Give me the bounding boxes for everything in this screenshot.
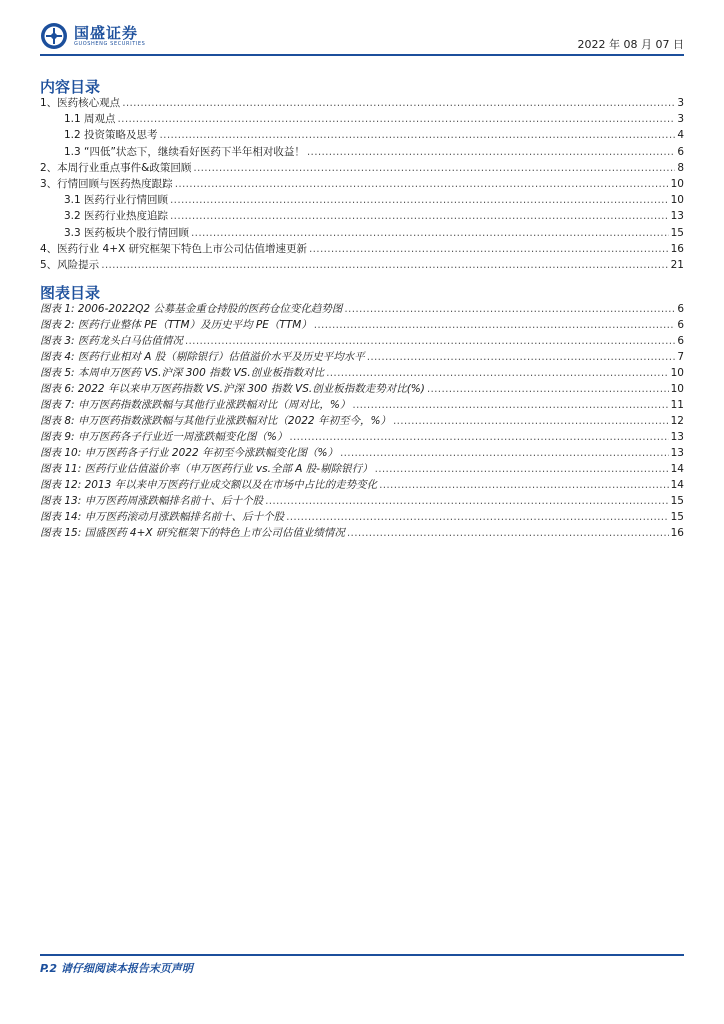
entry-page-number: 16 <box>670 527 684 539</box>
entry-page-number: 10 <box>670 177 684 190</box>
toc-title: 内容目录 <box>40 78 101 96</box>
figure-entry[interactable] <box>40 317 684 333</box>
dot-leader <box>118 111 676 127</box>
entry-page-number: 7 <box>677 351 684 363</box>
figure-entry[interactable] <box>40 333 684 349</box>
entry-label: 图表 6: 2022 年以来申万医药指数 VS.沪深 300 指数 VS.创业板指数走势对比(%) <box>40 383 425 395</box>
entry-page-number: 14 <box>670 479 684 491</box>
page-header <box>0 0 724 60</box>
figure-entry[interactable] <box>40 413 684 429</box>
dot-leader <box>191 225 669 241</box>
entry-label: 3.3 医药板块个股行情回顾 <box>64 226 190 239</box>
figure-entry[interactable] <box>40 493 684 509</box>
toc-entry[interactable] <box>40 225 684 241</box>
entry-label: 3、行情回顾与医药热度跟踪 <box>40 177 173 190</box>
entry-page-number: 14 <box>670 463 684 475</box>
dot-leader <box>289 429 668 445</box>
entry-label: 图表 11: 医药行业估值溢价率（申万医药行业 vs.全部 A 股-剔除银行） <box>40 463 373 475</box>
figure-entry[interactable] <box>40 525 684 541</box>
figure-entry[interactable] <box>40 381 684 397</box>
toc-entry[interactable] <box>40 160 684 176</box>
dot-leader <box>185 333 675 349</box>
entry-page-number: 4 <box>677 129 684 142</box>
entry-label: 3.1 医药行业行情回顾 <box>64 194 169 207</box>
toc-entry[interactable] <box>40 95 684 111</box>
dot-leader <box>379 477 668 493</box>
page-footer: P.2 请仔细阅读本报告末页声明 <box>40 962 193 975</box>
entry-page-number: 10 <box>670 383 684 395</box>
figures-title: 图表目录 <box>40 284 101 302</box>
entry-label: 1.1 周观点 <box>64 113 116 126</box>
entry-label: 图表 2: 医药行业整体 PE（TTM）及历史平均 PE（TTM） <box>40 319 312 331</box>
dot-leader <box>314 317 676 333</box>
logo-chinese-name: 国盛证券 <box>74 24 139 42</box>
entry-page-number: 6 <box>677 303 684 315</box>
entry-label: 图表 13: 申万医药周涨跌幅排名前十、后十个股 <box>40 495 264 507</box>
report-date: 2022 年 08 月 07 日 <box>577 38 684 51</box>
dot-leader <box>326 365 668 381</box>
entry-page-number: 6 <box>677 319 684 331</box>
entry-page-number: 10 <box>670 194 684 207</box>
toc-entry[interactable] <box>40 241 684 257</box>
entry-page-number: 15 <box>670 495 684 507</box>
figure-entry[interactable] <box>40 397 684 413</box>
dot-leader <box>344 301 675 317</box>
dot-leader <box>367 349 676 365</box>
figure-entry[interactable] <box>40 445 684 461</box>
figure-entry[interactable] <box>40 365 684 381</box>
entry-label: 1.2 投资策略及思考 <box>64 129 158 142</box>
toc-entry[interactable] <box>40 208 684 224</box>
dot-leader <box>352 397 668 413</box>
entry-label: 图表 7: 申万医药指数涨跌幅与其他行业涨跌幅对比（周对比，%） <box>40 399 351 411</box>
dot-leader <box>309 241 669 257</box>
entry-page-number: 13 <box>670 447 684 459</box>
entry-page-number: 12 <box>670 415 684 427</box>
entry-label: 图表 12: 2013 年以来申万医药行业成交额以及在市场中占比的走势变化 <box>40 479 378 491</box>
entry-label: 图表 9: 申万医药各子行业近一周涨跌幅变化图（%） <box>40 431 288 443</box>
dot-leader <box>101 257 668 273</box>
figure-entry[interactable] <box>40 301 684 317</box>
dot-leader <box>286 509 669 525</box>
toc-entry[interactable] <box>40 127 684 143</box>
figure-entry[interactable] <box>40 461 684 477</box>
entry-label: 图表 10: 申万医药各子行业 2022 年初至今涨跌幅变化图（%） <box>40 447 338 459</box>
entry-label: 图表 4: 医药行业相对 A 股（剔除银行）估值溢价水平及历史平均水平 <box>40 351 365 363</box>
entry-page-number: 21 <box>670 258 684 271</box>
toc-entry[interactable] <box>40 192 684 208</box>
entry-label: 图表 5: 本周申万医药 VS.沪深 300 指数 VS.创业板指数对比 <box>40 367 325 379</box>
list-of-figures <box>40 301 684 541</box>
entry-page-number: 3 <box>677 113 684 126</box>
toc-entry[interactable] <box>40 257 684 273</box>
entry-page-number: 11 <box>670 399 684 411</box>
entry-page-number: 13 <box>670 210 684 223</box>
dot-leader <box>170 192 669 208</box>
entry-label: 图表 3: 医药龙头白马估值情况 <box>40 335 183 347</box>
dot-leader <box>265 493 669 509</box>
dot-leader <box>160 127 676 143</box>
figure-entry[interactable] <box>40 349 684 365</box>
dot-leader <box>193 160 675 176</box>
figure-entry[interactable] <box>40 429 684 445</box>
entry-page-number: 3 <box>677 97 684 109</box>
entry-page-number: 16 <box>670 242 684 255</box>
entry-label: 图表 14: 申万医药滚动月涨跌幅排名前十、后十个股 <box>40 511 285 523</box>
entry-label: 4、医药行业 4+X 研究框架下特色上市公司估值增速更新 <box>40 242 308 255</box>
dot-leader <box>175 176 669 192</box>
dot-leader <box>393 413 669 429</box>
entry-page-number: 8 <box>677 161 684 174</box>
entry-label: 1.3 “四低”状态下，继续看好医药下半年相对收益！ <box>64 145 305 158</box>
toc-entry[interactable] <box>40 176 684 192</box>
figure-entry[interactable] <box>40 477 684 493</box>
dot-leader <box>347 525 669 541</box>
entry-label: 1、医药核心观点 <box>40 97 121 109</box>
entry-label: 图表 8: 申万医药指数涨跌幅与其他行业涨跌幅对比（2022 年初至今，%） <box>40 415 391 427</box>
figure-entry[interactable] <box>40 509 684 525</box>
entry-label: 图表 15: 国盛医药 4+X 研究框架下的特色上市公司估值业绩情况 <box>40 527 345 539</box>
dot-leader <box>122 95 675 111</box>
entry-label: 3.2 医药行业热度追踪 <box>64 210 169 223</box>
logo-english-name: GUOSHENG SECURITIES <box>74 41 146 47</box>
toc-entry[interactable] <box>40 111 684 127</box>
company-logo <box>40 22 145 50</box>
dot-leader <box>340 445 669 461</box>
dot-leader <box>170 208 669 224</box>
dot-leader <box>307 144 675 160</box>
entry-page-number: 13 <box>670 431 684 443</box>
logo-icon <box>40 22 68 50</box>
entry-page-number: 15 <box>670 226 684 239</box>
entry-label: 2、本周行业重点事件&政策回顾 <box>40 161 192 174</box>
entry-label: 图表 1: 2006-2022Q2 公募基金重仓持股的医药仓位变化趋势图 <box>40 303 343 315</box>
entry-page-number: 15 <box>670 511 684 523</box>
dot-leader <box>375 461 669 477</box>
footer-divider <box>40 954 684 956</box>
entry-page-number: 10 <box>670 367 684 379</box>
header-divider <box>40 54 684 56</box>
toc-entry[interactable] <box>40 144 684 160</box>
entry-page-number: 6 <box>677 335 684 347</box>
entry-page-number: 6 <box>677 145 684 158</box>
dot-leader <box>427 381 669 397</box>
entry-label: 5、风险提示 <box>40 258 100 271</box>
table-of-contents <box>40 95 684 273</box>
